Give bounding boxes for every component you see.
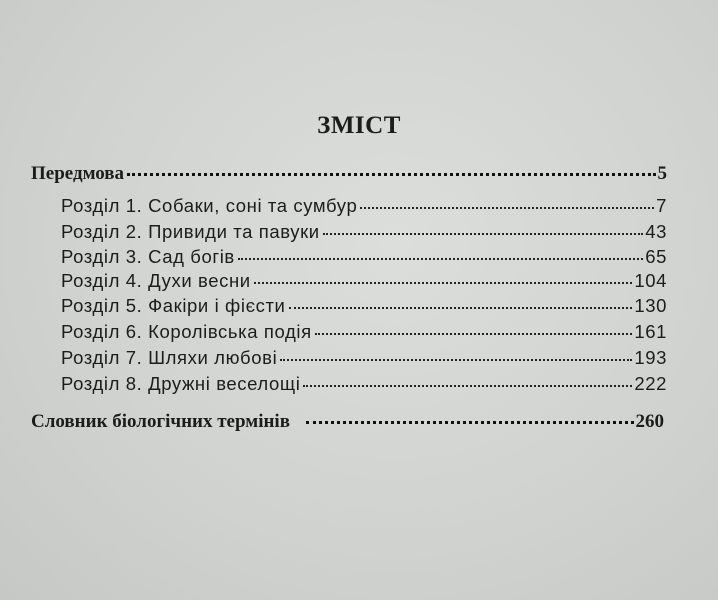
- toc-entry-label: Розділ 5. Факіри і фієсти: [61, 295, 286, 316]
- toc-page-number: 193: [634, 347, 667, 368]
- toc-entry-label: Розділ 8. Дружні веселощі: [61, 373, 301, 394]
- toc-page-number: 104: [634, 270, 667, 291]
- toc-entry-chapter-4: [61, 269, 667, 293]
- toc-entry-chapter-3: [61, 245, 667, 269]
- toc-entry-label: Розділ 6. Королівська подія: [61, 321, 312, 342]
- toc-entry-chapter-1: [61, 194, 667, 218]
- page-title: ЗМІСТ: [317, 112, 401, 139]
- toc-page-number: 222: [634, 373, 667, 394]
- dot-leader: [280, 359, 632, 361]
- toc-entry-chapter-6: [61, 320, 667, 344]
- toc-page-number: 130: [634, 295, 667, 316]
- toc-entry-preface: [31, 162, 667, 186]
- toc-entry-label: Розділ 1. Собаки, соні та сумбур: [61, 195, 358, 216]
- dot-leader: [303, 385, 632, 387]
- toc-entry-label: Розділ 4. Духи весни: [61, 270, 251, 291]
- toc-entry-chapter-8: [61, 372, 667, 396]
- toc-entry-label: Розділ 2. Привиди та павуки: [61, 221, 320, 242]
- toc-page-number: 7: [656, 195, 667, 216]
- toc-entry-glossary: [31, 410, 664, 434]
- dot-leader: [360, 207, 654, 209]
- toc-entry-chapter-2: [61, 220, 667, 244]
- toc-page-number: 161: [634, 321, 667, 342]
- dot-leader: [323, 233, 643, 235]
- dot-leader: [289, 307, 633, 309]
- toc-page-number: 43: [645, 221, 667, 242]
- toc-entry-label: Передмова: [31, 163, 125, 184]
- toc-page-number: 260: [635, 411, 664, 432]
- dot-leader: [306, 421, 634, 424]
- dot-leader: [254, 282, 633, 284]
- toc-page-number: 5: [657, 163, 667, 184]
- toc-entry-chapter-5: [61, 294, 667, 318]
- toc-entry-label: Розділ 3. Сад богів: [61, 246, 235, 267]
- dot-leader: [315, 333, 633, 335]
- toc-entry-label: Словник біологічних термінів: [31, 411, 290, 432]
- toc-entry-chapter-7: [61, 346, 667, 370]
- dot-leader: [238, 258, 643, 260]
- dot-leader: [127, 173, 655, 176]
- toc-entry-label: Розділ 7. Шляхи любові: [61, 347, 278, 368]
- toc-page-number: 65: [645, 246, 667, 267]
